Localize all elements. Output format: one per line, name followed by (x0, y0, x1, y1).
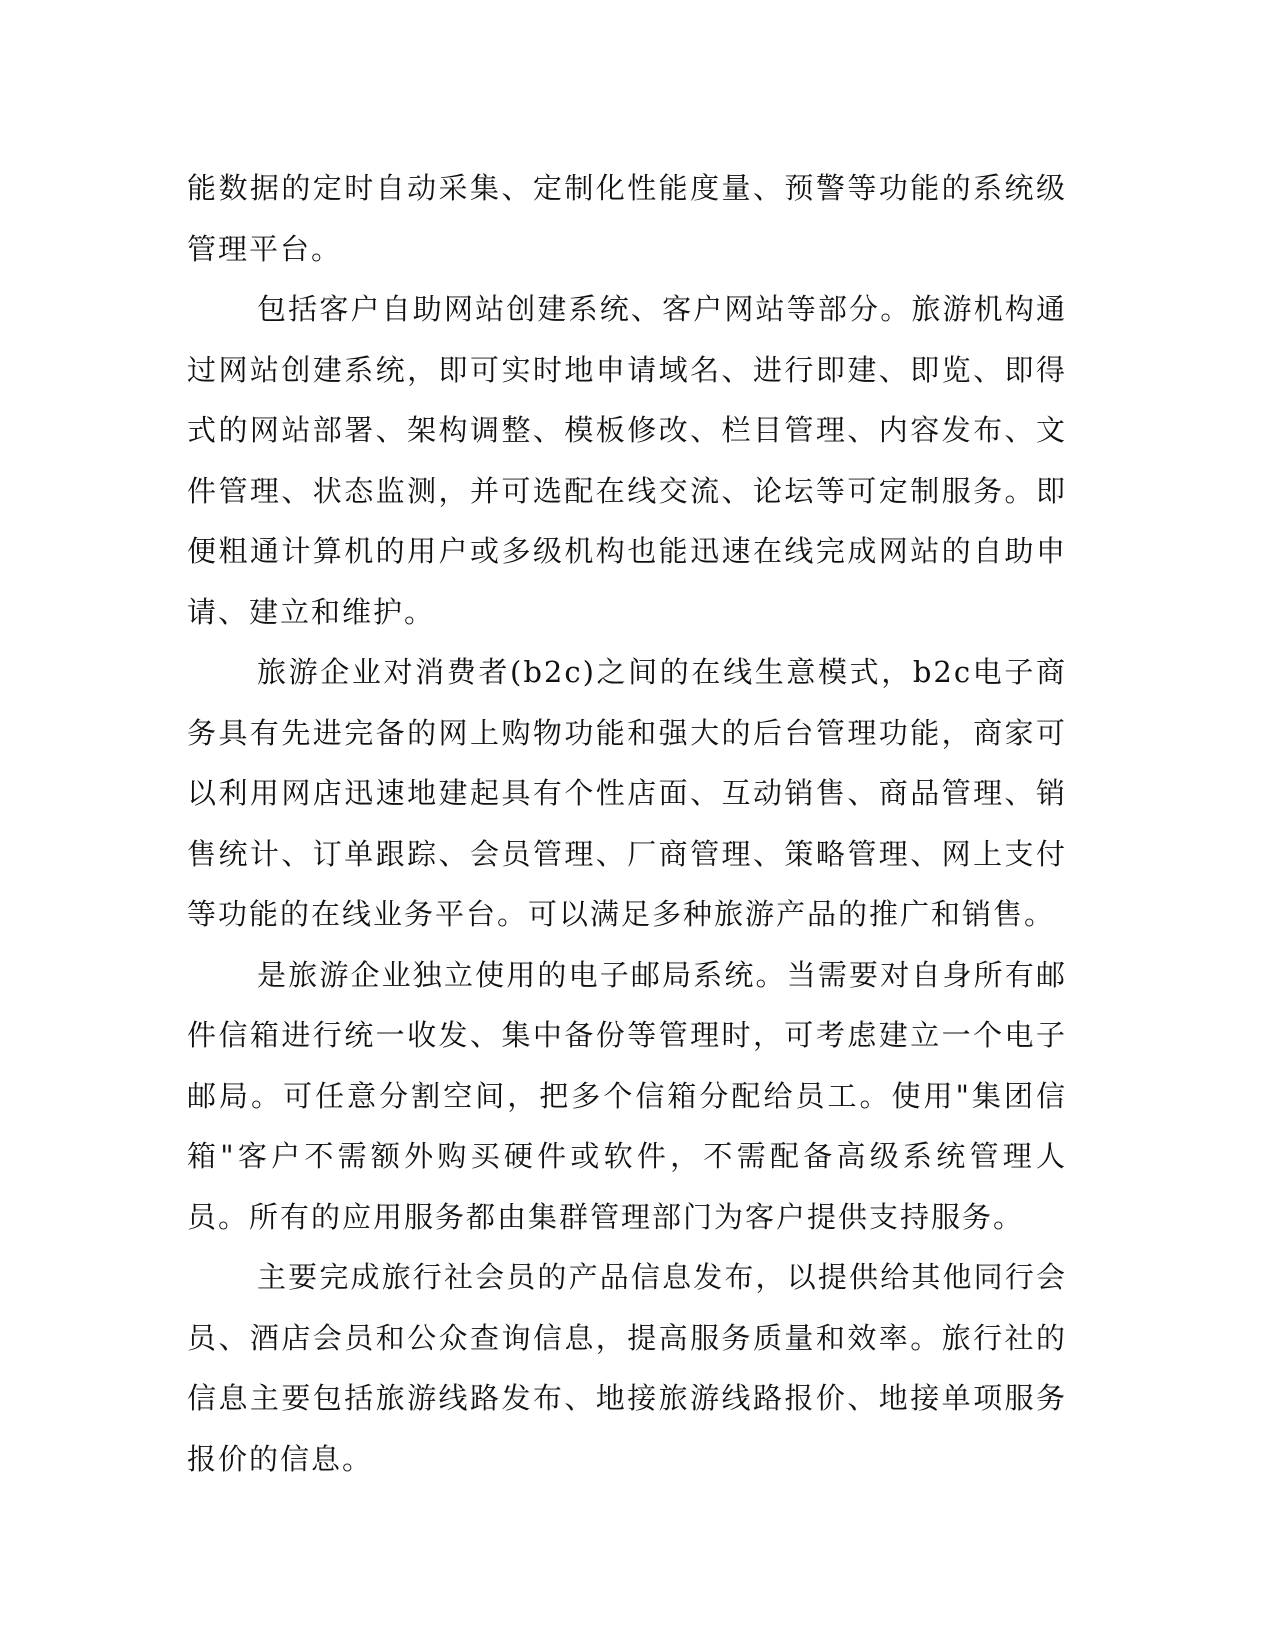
paragraph-1: 能数据的定时自动采集、定制化性能度量、预警等功能的系统级管理平台。 (187, 171, 1067, 266)
paragraph-5: 主要完成旅行社会员的产品信息发布，以提供给其他同行会员、酒店会员和公众查询信息，提高服务质量和效率。旅行社的信息主要包括旅游线路发布、地接旅游线路报价、地接单项服务报价的信息。 (187, 1260, 1067, 1476)
paragraph-2: 包括客户自助网站创建系统、客户网站等部分。旅游机构通过网站创建系统，即可实时地申请域名、进行即建、即览、即得式的网站部署、架构调整、模板修改、栏目管理、内容发布、文件管理、状态监测，并可选配在线交流、论坛等可定制服务。即便粗通计算机的用户或多级机构也能迅速在线完成网站的自助申请、建立和维护。 (187, 292, 1067, 629)
document-body (187, 158, 1067, 1489)
paragraph-4: 是旅游企业独立使用的电子邮局系统。当需要对自身所有邮件信箱进行统一收发、集中备份等管理时，可考虑建立一个电子邮局。可任意分割空间，把多个信箱分配给员工。使用"集团信箱"客户不需额外购买硬件或软件，不需配备高级系统管理人员。所有的应用服务都由集群管理部门为客户提供支持服务。 (187, 957, 1067, 1234)
paragraph-3: 旅游企业对消费者(b2c)之间的在线生意模式，b2c电子商务具有先进完备的网上购物功能和强大的后台管理功能，商家可以利用网店迅速地建起具有个性店面、互动销售、商品管理、销售统计、订单跟踪、会员管理、厂商管理、策略管理、网上支付等功能的在线业务平台。可以满足多种旅游产品的推广和销售。 (187, 655, 1067, 931)
